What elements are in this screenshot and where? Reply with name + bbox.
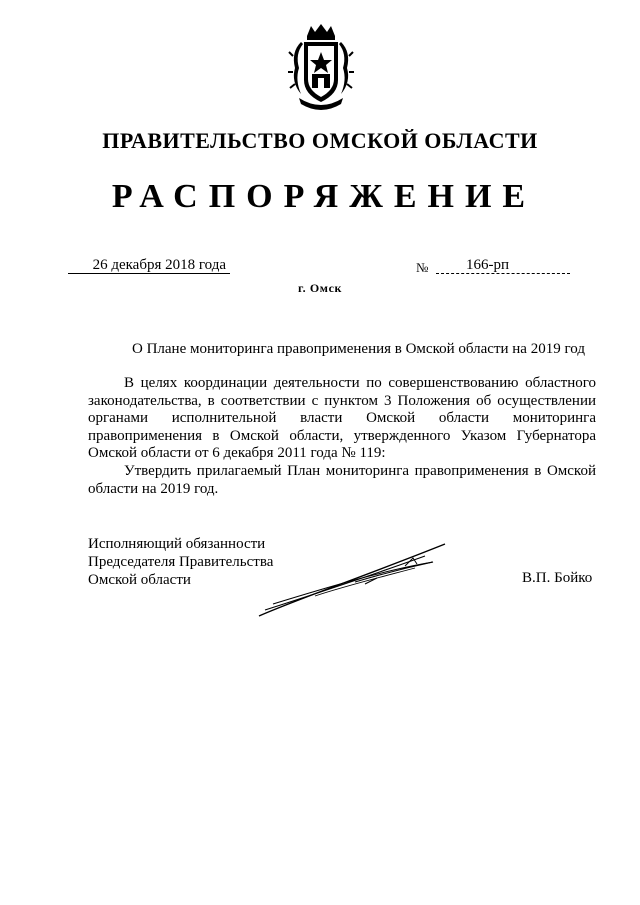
coat-of-arms-icon [287,22,355,112]
number-label: № [416,260,429,275]
document-number: 166-рп [436,257,570,274]
document-date: 26 декабря 2018 года [68,257,230,274]
signatory-position-line: Омской области [88,572,191,588]
body-paragraph: В целях координации деятельности по совершенствованию областного законодательства, в соответствии с пунктом 3 Положения об осуществлении органами исполнительной власти Омской области мониторинга правоприменения в Омской области, утвержденного Указом Губернатора Омской области от 6 декабря 2011 года № 119: [88,375,596,462]
signatory-position-line: Председателя Правительства [88,554,274,570]
document-subject: О Плане мониторинга правоприменения в Омской области на 2019 год [132,341,585,357]
city: г. Омск [297,281,343,295]
document-body [88,375,596,498]
body-paragraph: Утвердить прилагаемый План мониторинга правоприменения в Омской области на 2019 год. [88,462,596,497]
signatory-position [88,535,273,589]
signatory-position-line: Исполняющий обязанности [88,536,266,552]
government-title: ПРАВИТЕЛЬСТВО ОМСКОЙ ОБЛАСТИ [102,128,538,153]
signatory-name: В.П. Бойко [522,570,593,586]
document-type-title: РАСПОРЯЖЕНИЕ [111,178,537,215]
handwritten-signature [255,538,455,620]
